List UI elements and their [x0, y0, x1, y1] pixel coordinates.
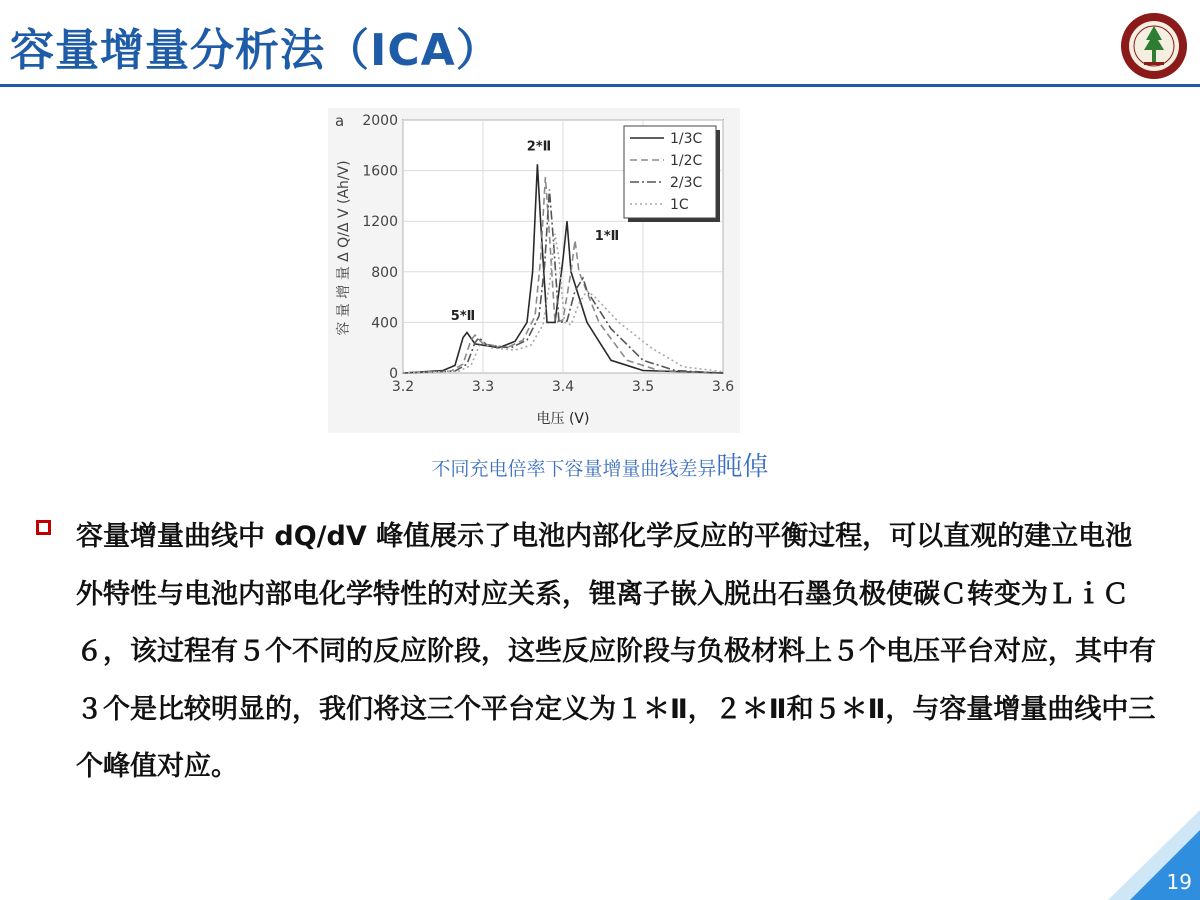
legend-label: 1C	[670, 197, 689, 213]
y-tick-label: 0	[389, 366, 398, 382]
y-tick-label: 1600	[362, 163, 398, 180]
panel-label: a	[335, 112, 345, 130]
x-tick-label: 3.6	[711, 379, 735, 395]
y-tick-label: 2000	[362, 113, 398, 129]
peak-annotation: 2*Ⅱ	[526, 139, 552, 155]
title-underline	[0, 84, 1200, 87]
peak-annotation: 1*Ⅱ	[594, 229, 620, 245]
figure-caption	[0, 446, 1200, 483]
page-title: 容量增量分析法（ICA）	[10, 25, 501, 76]
body-paragraph: 容量增量曲线中 dQ/dV 峰值展示了电池内部化学反应的平衡过程，可以直观的建立电池外特性与电池内部电化学特性的对应关系，锂离子嵌入脱出石墨负极使碳Ｃ转变为ＬｉＣ６，该过程有５个不同的反应阶段，这些反应阶段与负极材料上５个电压平台对应，其中有３个是比较明显的，我们将这三个平台定义为１＊Ⅱ，２＊Ⅱ和５＊Ⅱ，与容量增量曲线中三个峰值对应。	[76, 521, 1156, 782]
university-logo	[1120, 12, 1188, 80]
caption-main: 不同充电倍率下容量增量曲线差异	[431, 458, 717, 480]
x-tick-label: 3.3	[471, 379, 495, 395]
ica-chart	[328, 108, 740, 433]
x-tick-label: 3.5	[631, 379, 655, 395]
y-tick-label: 1200	[362, 214, 398, 231]
y-tick-label: 800	[371, 264, 398, 281]
x-tick-label: 3.2	[391, 379, 415, 395]
x-axis-label: 电压 (V)	[536, 411, 590, 427]
y-tick-label: 400	[371, 315, 398, 332]
bullet-marker	[36, 520, 51, 535]
legend-label: 2/3C	[670, 175, 703, 191]
peak-annotation: 5*Ⅱ	[450, 308, 476, 324]
legend-label: 1/3C	[670, 131, 703, 147]
caption-tail: 盹倬	[716, 452, 769, 482]
x-tick-label: 3.4	[551, 379, 575, 395]
page-number: 19	[1166, 870, 1192, 894]
legend-label: 1/2C	[670, 153, 703, 169]
y-axis-label: 容 量 增 量 Δ Q/Δ V (Ah/V)	[336, 160, 352, 336]
